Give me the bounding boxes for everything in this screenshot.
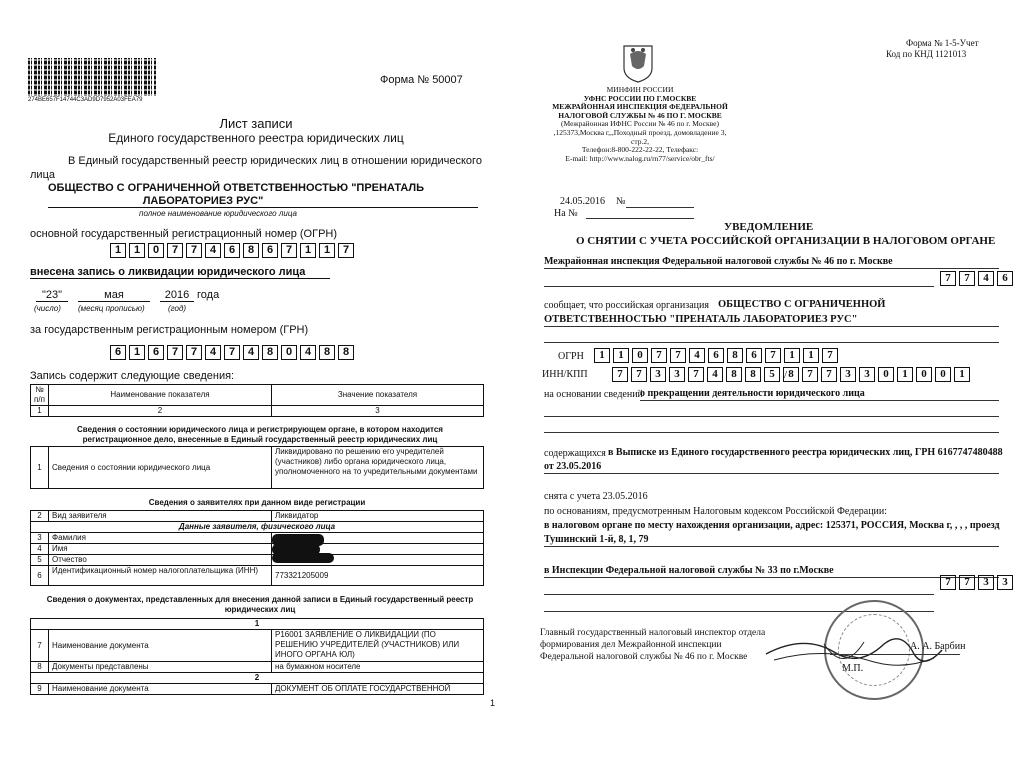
form-number: Форма № 1-5-Учет — [906, 38, 979, 48]
kpp-digit: 7 — [802, 367, 818, 382]
grn-digit: 6 — [148, 345, 164, 360]
row7-name: Наименование документа — [49, 630, 272, 662]
date-day: "23" — [36, 289, 68, 302]
reference-line — [586, 218, 694, 219]
grn-digit: 7 — [167, 345, 183, 360]
ogrn-digit: 6 — [746, 348, 762, 363]
grn-boxes — [110, 345, 357, 360]
notice-title: УВЕДОМЛЕНИЕ — [724, 221, 814, 233]
section-documents-heading: Сведения о документах, представленных для внесения данной записи в Единый государственный реестр юридических лиц — [46, 595, 474, 614]
notice-number-label: № — [616, 196, 626, 207]
basis-label: на основании сведений — [544, 389, 643, 400]
kpp-digit: 1 — [897, 367, 913, 382]
row5-num: 5 — [31, 555, 49, 566]
row9-name: Наименование документа — [49, 684, 272, 695]
grn-digit: 8 — [262, 345, 278, 360]
basis-line-2 — [544, 416, 999, 417]
org-name: ОБЩЕСТВО С ОГРАНИЧЕННОЙ — [718, 299, 886, 310]
ogrn-digit: 1 — [613, 348, 629, 363]
intro-text-2: лица — [30, 169, 55, 181]
new-inspection: в Инспекции Федеральной налоговой службы № 33 по г.Москве — [544, 565, 834, 576]
row6-num: 6 — [31, 566, 49, 586]
ogrn-digit: 6 — [224, 243, 240, 258]
row6-name: Идентификационный номер налогоплательщика (ИНН) — [49, 566, 272, 586]
ogrn-digit: 7 — [167, 243, 183, 258]
inspection-code-digit: 6 — [997, 271, 1013, 286]
row4-name: Имя — [49, 544, 272, 555]
grn-label: за государственным регистрационным номером (ГРН) — [30, 324, 309, 336]
contained-line — [544, 473, 999, 474]
grn-digit: 4 — [205, 345, 221, 360]
ogrn-digit: 7 — [338, 243, 354, 258]
ogrn-digit: 1 — [300, 243, 316, 258]
authority-header-line: НАЛОГОВОЙ СЛУЖБЫ № 46 ПО Г. МОСКВЕ — [558, 110, 722, 120]
new-inspection-code-digit: 3 — [997, 575, 1013, 590]
grn-digit: 4 — [300, 345, 316, 360]
header-table — [30, 384, 484, 417]
inn-digit: 8 — [783, 367, 799, 382]
ogrn-digit: 7 — [822, 348, 838, 363]
new-inspection-code-digit: 3 — [978, 575, 994, 590]
basis-line-3 — [544, 432, 999, 433]
ogrn-digit: 8 — [243, 243, 259, 258]
grn-digit: 7 — [224, 345, 240, 360]
applicants-table — [30, 510, 484, 586]
form-number: Форма № 50007 — [380, 74, 463, 86]
ogrn-digit: 6 — [262, 243, 278, 258]
ogrn-label: основной государственный регистрационный номер (ОГРН) — [30, 228, 338, 240]
grn-digit: 6 — [110, 345, 126, 360]
knd-code: Код по КНД 1121013 — [886, 49, 967, 59]
caption-month: (месяц прописью) — [78, 304, 145, 313]
inspection-code-digit: 4 — [978, 271, 994, 286]
basis-value: о прекращении деятельности юридического лица — [640, 388, 865, 399]
reports-label: сообщает, что российская организация — [544, 300, 709, 311]
row7-value: Р16001 ЗАЯВЛЕНИЕ О ЛИКВИДАЦИИ (ПО РЕШЕНИЮ УЧРЕДИТЕЛЕЙ (УЧАСТНИКОВ) ИЛИ ИНОГО ОРГАНА ЮЛ) — [272, 630, 484, 662]
reference-label: На № — [554, 208, 578, 219]
row2-name: Вид заявителя — [49, 511, 272, 522]
authority-header — [542, 86, 738, 163]
grn-digit: 8 — [319, 345, 335, 360]
kpp-digit: 1 — [954, 367, 970, 382]
ogrn-digit: 1 — [784, 348, 800, 363]
ogrn-digit: 8 — [727, 348, 743, 363]
row1-num: 1 — [31, 447, 49, 489]
address-line-2: Тушинский 1-й, 8, 1, 79 — [544, 534, 649, 545]
date-month: мая — [78, 289, 150, 302]
row7-num: 7 — [31, 630, 49, 662]
row5-name: Отчество — [49, 555, 272, 566]
row4-num: 4 — [31, 544, 49, 555]
authority-header-line: УФНС РОССИИ ПО Г.МОСКВЕ — [583, 93, 697, 103]
new-inspection-code-digit: 7 — [940, 575, 956, 590]
grn-digit: 7 — [186, 345, 202, 360]
ogrn-digit: 7 — [765, 348, 781, 363]
inn-kpp-label: ИНН/КПП — [542, 369, 588, 380]
col-num-1: 1 — [31, 406, 49, 417]
new-inspection-code-digit: 7 — [959, 575, 975, 590]
contained-value: в Выписке из Единого государственного реестра юридических лиц, ГРН 6167747480488 — [608, 447, 1003, 458]
signer-title-2: формирования дел Межрайонной инспекции — [540, 640, 722, 650]
ogrn-digit: 7 — [670, 348, 686, 363]
col-num-2: 2 — [49, 406, 272, 417]
new-inspection-line-2 — [544, 594, 934, 595]
signer-title: Главный государственный налоговый инспектор отдела — [540, 628, 766, 638]
authority-header-line: (Межрайонная ИФНС России № 46 по г. Москве) — [561, 119, 719, 129]
contained-date: от 23.05.2016 — [544, 461, 602, 472]
ogrn-digit: 0 — [148, 243, 164, 258]
signer-title-3: Федеральной налоговой службы № 46 по г. Москве — [540, 652, 748, 662]
kpp-digit: 0 — [916, 367, 932, 382]
contains-label: Запись содержит следующие сведения: — [30, 370, 235, 382]
ogrn-digit: 4 — [689, 348, 705, 363]
grn-digit: 4 — [243, 345, 259, 360]
inn-digit: 7 — [631, 367, 647, 382]
inn-digit: 8 — [726, 367, 742, 382]
ogrn-digit: 6 — [708, 348, 724, 363]
header-num: № п/п — [31, 385, 49, 406]
inspection-line-2 — [544, 286, 934, 287]
removed-date: снята с учета 23.05.2016 — [544, 491, 648, 502]
documents-table — [30, 618, 484, 695]
basis-line — [640, 400, 999, 401]
header-name: Наименование показателя — [49, 385, 272, 406]
inn-digit: 3 — [669, 367, 685, 382]
redacted-patronymic — [272, 553, 334, 563]
signature-line — [830, 654, 960, 655]
notice-date: 24.05.2016 — [560, 196, 605, 207]
new-inspection-code-boxes — [940, 575, 1016, 590]
grn-digit: 1 — [129, 345, 145, 360]
sheet-title: Лист записи — [219, 116, 293, 131]
inn-digit: 8 — [745, 367, 761, 382]
grounds-text: по основаниям, предусмотренным Налоговым кодексом Российской Федерации: — [544, 506, 888, 517]
org-name: ОБЩЕСТВО С ОГРАНИЧЕННОЙ ОТВЕТСТВЕННОСТЬЮ "ПРЕНАТАЛЬ — [48, 182, 425, 194]
ogrn-digit: 7 — [186, 243, 202, 258]
inspection-code-digit: 7 — [940, 271, 956, 286]
inn-digit: 3 — [650, 367, 666, 382]
stamp-place-label: М.П. — [842, 663, 864, 674]
doc-group-2: 2 — [31, 673, 484, 684]
row6-value: 773321205009 — [272, 566, 484, 586]
inspection-name: Межрайонная инспекция Федеральной налоговой службы № 46 по г. Москве — [544, 256, 893, 267]
notice-number-line — [626, 207, 694, 208]
kpp-digit: 0 — [878, 367, 894, 382]
authority-header-line: E-mail: http://www.nalog.ru/rn77/service/obr_fts/ — [565, 153, 715, 163]
inn-boxes — [612, 367, 802, 382]
signer-name: А. А. Барбин — [910, 641, 966, 652]
kpp-digit: 0 — [935, 367, 951, 382]
kpp-digit: 7 — [821, 367, 837, 382]
row2-value: Ликвидатор — [272, 511, 484, 522]
row9-value: ДОКУМЕНТ ОБ ОПЛАТЕ ГОСУДАРСТВЕННОЙ — [272, 684, 484, 695]
row2-num: 2 — [31, 511, 49, 522]
org-line — [544, 326, 999, 327]
ogrn-label: ОГРН — [558, 351, 584, 362]
address-underline — [544, 546, 999, 547]
page-number: 1 — [490, 698, 496, 708]
ogrn-boxes — [110, 243, 357, 258]
ogrn-digit: 1 — [803, 348, 819, 363]
row3-num: 3 — [31, 533, 49, 544]
status-table — [30, 446, 484, 489]
date-year-suffix: года — [197, 289, 220, 301]
row1-value: Ликвидировано по решению его учредителей (участников) либо органа юридического лица, уполномоченного на то учредительными документами — [272, 447, 484, 489]
row8-value: на бумажном носителе — [272, 662, 484, 673]
kpp-digit: 3 — [859, 367, 875, 382]
inn-digit: 7 — [688, 367, 704, 382]
barcode-image — [28, 58, 156, 96]
new-inspection-line — [544, 577, 999, 578]
inspection-code-digit: 7 — [959, 271, 975, 286]
org-name-2: ЛАБОРАТОРИЕЗ РУС" — [48, 195, 478, 208]
deregistration-notice — [512, 0, 1024, 768]
grn-digit: 0 — [281, 345, 297, 360]
inn-kpp-separator: / — [784, 369, 788, 381]
authority-header-line: стр.2, — [631, 136, 649, 146]
authority-header-line: Телефон:8-800-222-22-22, Телефакс: — [581, 145, 699, 155]
kpp-digit: 3 — [840, 367, 856, 382]
ogrn-digit: 1 — [319, 243, 335, 258]
inspection-line — [544, 268, 999, 269]
org-name-caption: полное наименование юридического лица — [139, 209, 297, 218]
emblem-icon — [620, 40, 656, 84]
barcode-code: 274BE657F14744C3AD9D7952A03FEA79 — [28, 97, 143, 103]
doc-group-1: 1 — [31, 619, 484, 630]
intro-text: В Единый государственный реестр юридических лиц в отношении юридического — [68, 155, 482, 167]
ogrn-digit: 7 — [651, 348, 667, 363]
header-value: Значение показателя — [272, 385, 484, 406]
authority-header-line: ,125373,Москва г,,,Походный проезд, домовладение 3, — [553, 127, 727, 137]
row9-num: 9 — [31, 684, 49, 695]
org-line-2 — [544, 342, 999, 343]
record-text: внесена запись о ликвидации юридического лица — [30, 266, 330, 279]
ogrn-digit: 1 — [110, 243, 126, 258]
grn-digit: 8 — [338, 345, 354, 360]
section-applicants-heading: Сведения о заявителях при данном виде регистрации — [148, 498, 366, 507]
ogrn-boxes — [594, 348, 841, 363]
ogrn-digit: 1 — [129, 243, 145, 258]
row3-name: Фамилия — [49, 533, 272, 544]
ogrn-digit: 0 — [632, 348, 648, 363]
contained-label: содержащихся — [544, 448, 606, 459]
section-status-heading: Сведения о состоянии юридического лица и регистрирующем органе, в котором находится регистрационное дело, внесенные в Единый государственный реестр юридических лиц — [77, 425, 443, 444]
date-year: 2016 — [160, 289, 194, 302]
address-line: в налоговом органе по месту нахождения организации, адрес: 125371, РОССИЯ, Москва г, , , , проезд — [544, 520, 1000, 531]
ogrn-digit: 4 — [205, 243, 221, 258]
caption-year: (год) — [168, 304, 187, 313]
col-num-3: 3 — [272, 406, 484, 417]
inspection-code-boxes — [940, 271, 1016, 286]
ogrn-digit: 1 — [594, 348, 610, 363]
sheet-subtitle: Единого государственного реестра юридических лиц — [108, 131, 404, 145]
caption-day: (число) — [34, 304, 61, 313]
authority-header-line: МИНФИН РОССИИ — [606, 85, 674, 94]
ogrn-digit: 7 — [281, 243, 297, 258]
inn-digit: 7 — [612, 367, 628, 382]
authority-header-line: МЕЖРАЙОННАЯ ИНСПЕКЦИЯ ФЕДЕРАЛЬНОЙ — [552, 102, 728, 112]
row1-name: Сведения о состоянии юридического лица — [49, 447, 272, 489]
inn-digit: 5 — [764, 367, 780, 382]
row8-name: Документы представлены — [49, 662, 272, 673]
org-name-2: ОТВЕТСТВЕННОСТЬЮ "ПРЕНАТАЛЬ ЛАБОРАТОРИЕЗ РУС" — [544, 314, 858, 325]
inn-digit: 4 — [707, 367, 723, 382]
applicant-subheading: Данные заявителя, физического лица — [31, 522, 484, 533]
notice-subtitle: О СНЯТИИ С УЧЕТА РОССИЙСКОЙ ОРГАНИЗАЦИИ В НАЛОГОВОМ ОРГАНЕ — [576, 235, 996, 247]
row8-num: 8 — [31, 662, 49, 673]
kpp-boxes — [802, 367, 973, 382]
